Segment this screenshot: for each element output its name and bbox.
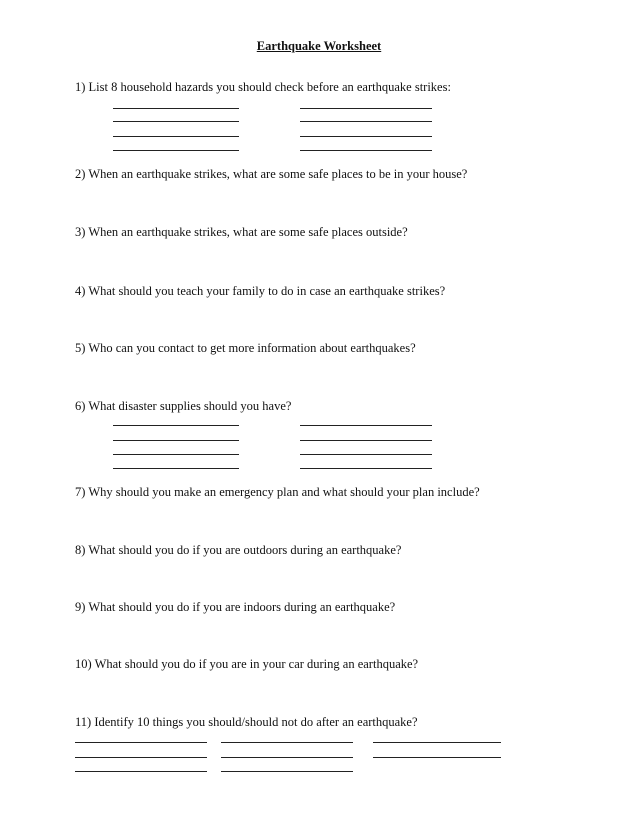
question-text: What should you do if you are indoors during an earthquake? <box>88 600 396 614</box>
answer-blank[interactable] <box>300 440 432 441</box>
question-number: 7) <box>75 485 86 499</box>
question-text: What should you do if you are in your car during an earthquake? <box>94 657 419 671</box>
question-number: 6) <box>75 399 86 413</box>
answer-blank[interactable] <box>300 136 432 137</box>
question-number: 2) <box>75 167 86 181</box>
question-6 <box>75 399 291 413</box>
answer-blank[interactable] <box>113 454 239 455</box>
answer-blank[interactable] <box>113 121 239 122</box>
question-text: Why should you make an emergency plan and what should your plan include? <box>88 485 480 499</box>
answer-blank[interactable] <box>75 771 207 772</box>
question-number: 10) <box>75 657 92 671</box>
answer-blank[interactable] <box>300 108 432 109</box>
answer-blank[interactable] <box>300 150 432 151</box>
answer-blank[interactable] <box>113 108 239 109</box>
answer-blank[interactable] <box>75 742 207 743</box>
question-text: What should you do if you are outdoors during an earthquake? <box>88 543 402 557</box>
question-text: Identify 10 things you should/should not do after an earthquake? <box>94 715 418 729</box>
question-text: Who can you contact to get more information about earthquakes? <box>88 341 416 355</box>
question-10 <box>75 657 418 671</box>
question-number: 8) <box>75 543 86 557</box>
question-text: When an earthquake strikes, what are some safe places outside? <box>88 225 408 239</box>
answer-blank[interactable] <box>221 742 353 743</box>
answer-blank[interactable] <box>113 136 239 137</box>
answer-blank[interactable] <box>221 771 353 772</box>
question-5 <box>75 341 416 355</box>
answer-blank[interactable] <box>300 468 432 469</box>
question-number: 9) <box>75 600 86 614</box>
answer-blank[interactable] <box>300 121 432 122</box>
answer-blank[interactable] <box>113 425 239 426</box>
question-2 <box>75 167 467 181</box>
question-number: 5) <box>75 341 86 355</box>
answer-blank[interactable] <box>373 742 501 743</box>
answer-blank[interactable] <box>113 150 239 151</box>
question-11 <box>75 715 418 729</box>
answer-blank[interactable] <box>113 468 239 469</box>
answer-blank[interactable] <box>300 425 432 426</box>
question-7 <box>75 485 480 499</box>
question-number: 3) <box>75 225 86 239</box>
question-text: List 8 household hazards you should check before an earthquake strikes: <box>88 80 451 94</box>
question-text: What should you teach your family to do in case an earthquake strikes? <box>88 284 446 298</box>
answer-blank[interactable] <box>113 440 239 441</box>
question-4 <box>75 284 445 298</box>
answer-blank[interactable] <box>75 757 207 758</box>
question-8 <box>75 543 401 557</box>
answer-blank[interactable] <box>300 454 432 455</box>
question-number: 11) <box>75 715 92 729</box>
question-number: 4) <box>75 284 86 298</box>
question-text: What disaster supplies should you have? <box>88 399 292 413</box>
answer-blank[interactable] <box>373 757 501 758</box>
question-text: When an earthquake strikes, what are some safe places to be in your house? <box>88 167 468 181</box>
question-number: 1) <box>75 80 86 94</box>
question-1 <box>75 80 451 94</box>
worksheet-title: Earthquake Worksheet <box>256 39 382 53</box>
answer-blank[interactable] <box>221 757 353 758</box>
question-3 <box>75 225 408 239</box>
question-9 <box>75 600 395 614</box>
